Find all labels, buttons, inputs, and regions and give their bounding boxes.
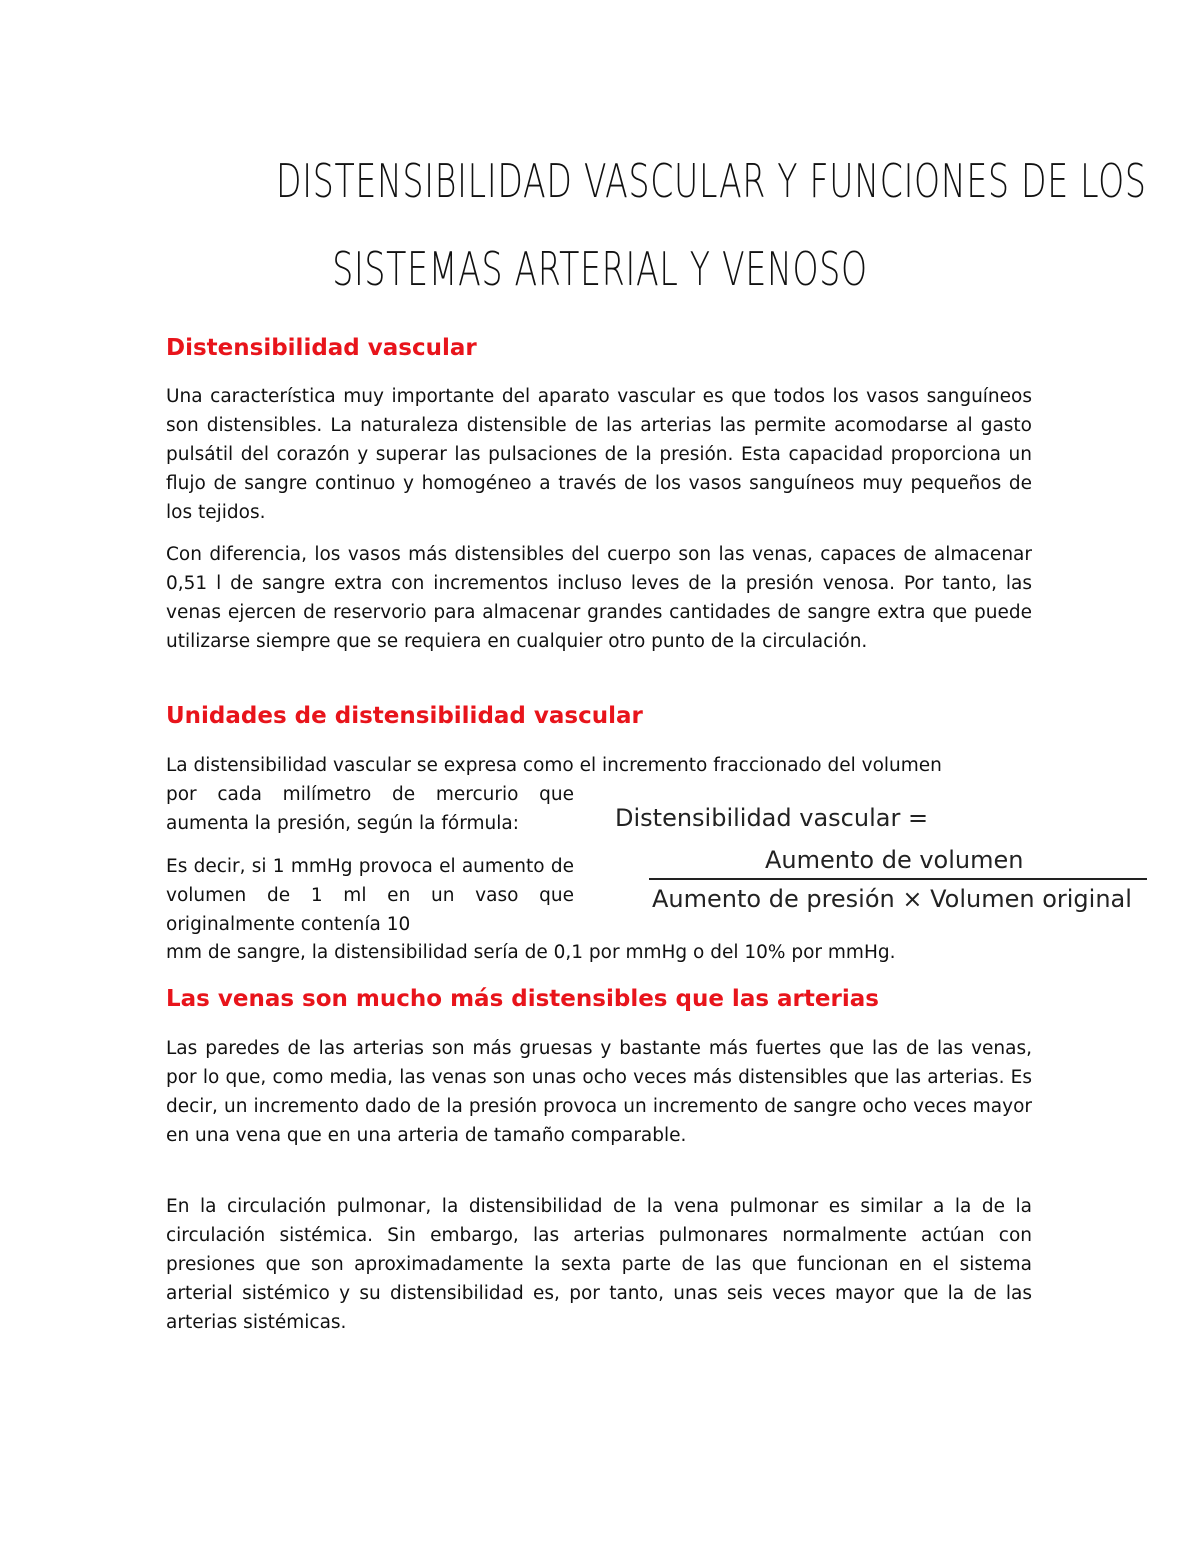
formula-denominator: Aumento de presión × Volumen original xyxy=(652,885,1132,913)
paragraph-venas-1: Las paredes de las arterias son más gruesas y bastante más fuertes que las de las venas, por lo que, como media, las venas son unas ocho veces más distensibles que las arterias. Es decir, un incremento dado de la presión provoca un incremento de sangre ocho veces mayor en una vena que en una arteria de tamaño comparable. xyxy=(166,1038,1032,1146)
document-title-line-1: DISTENSIBILIDAD VASCULAR Y FUNCIONES DE LOS xyxy=(276,154,1147,208)
paragraph-unidades-intro: La distensibilidad vascular se expresa como el incremento fraccionado del volumen xyxy=(166,755,942,776)
distensibility-formula xyxy=(615,800,1155,920)
paragraph-distensibilidad-2: Con diferencia, los vasos más distensibles del cuerpo son las venas, capaces de almacenar 0,51 l de sangre extra con incrementos incluso leves de la presión venosa. Por tanto, las venas ejercen de reservorio para almacenar grandes cantidades de sangre extra que puede utilizarse siempre que se requiera en cualquier otro punto de la circulación. xyxy=(166,544,1032,652)
formula-numerator: Aumento de volumen xyxy=(765,846,1024,874)
document-title-line-2: SISTEMAS ARTERIAL Y VENOSO xyxy=(332,242,868,296)
section-heading-venas: Las venas son mucho más distensibles que las arterias xyxy=(166,986,879,1012)
paragraph-venas-2: En la circulación pulmonar, la distensibilidad de la vena pulmonar es similar a la de la circulación sistémica. Sin embargo, las arterias pulmonares normalmente actúan con presiones que son aproximadamente la sexta parte de las que funcionan en el sistema arterial sistémico y su distensibilidad es, por tanto, unas seis veces mayor que la de las arterias sistémicas. xyxy=(166,1196,1032,1333)
formula-lhs: Distensibilidad vascular = xyxy=(615,804,929,832)
paragraph-unidades-example: Es decir, si 1 mmHg provoca el aumento de volumen de 1 ml en un vaso que originalmente contenía 10 xyxy=(166,856,574,935)
section-heading-distensibilidad: Distensibilidad vascular xyxy=(166,335,477,361)
section-heading-unidades: Unidades de distensibilidad vascular xyxy=(166,703,643,729)
paragraph-unidades-formula-lead: por cada milímetro de mercurio que aumenta la presión, según la fórmula: xyxy=(166,784,574,834)
paragraph-unidades-example-end: mm de sangre, la distensibilidad sería de 0,1 por mmHg o del 10% por mmHg. xyxy=(166,942,896,963)
formula-fraction-bar xyxy=(649,878,1147,880)
paragraph-distensibilidad-1: Una característica muy importante del aparato vascular es que todos los vasos sanguíneos son distensibles. La naturaleza distensible de las arterias las permite acomodarse al gasto pulsátil del corazón y superar las pulsaciones de la presión. Esta capacidad proporciona un flujo de sangre continuo y homogéneo a través de los vasos sanguíneos muy pequeños de los tejidos. xyxy=(166,386,1032,523)
